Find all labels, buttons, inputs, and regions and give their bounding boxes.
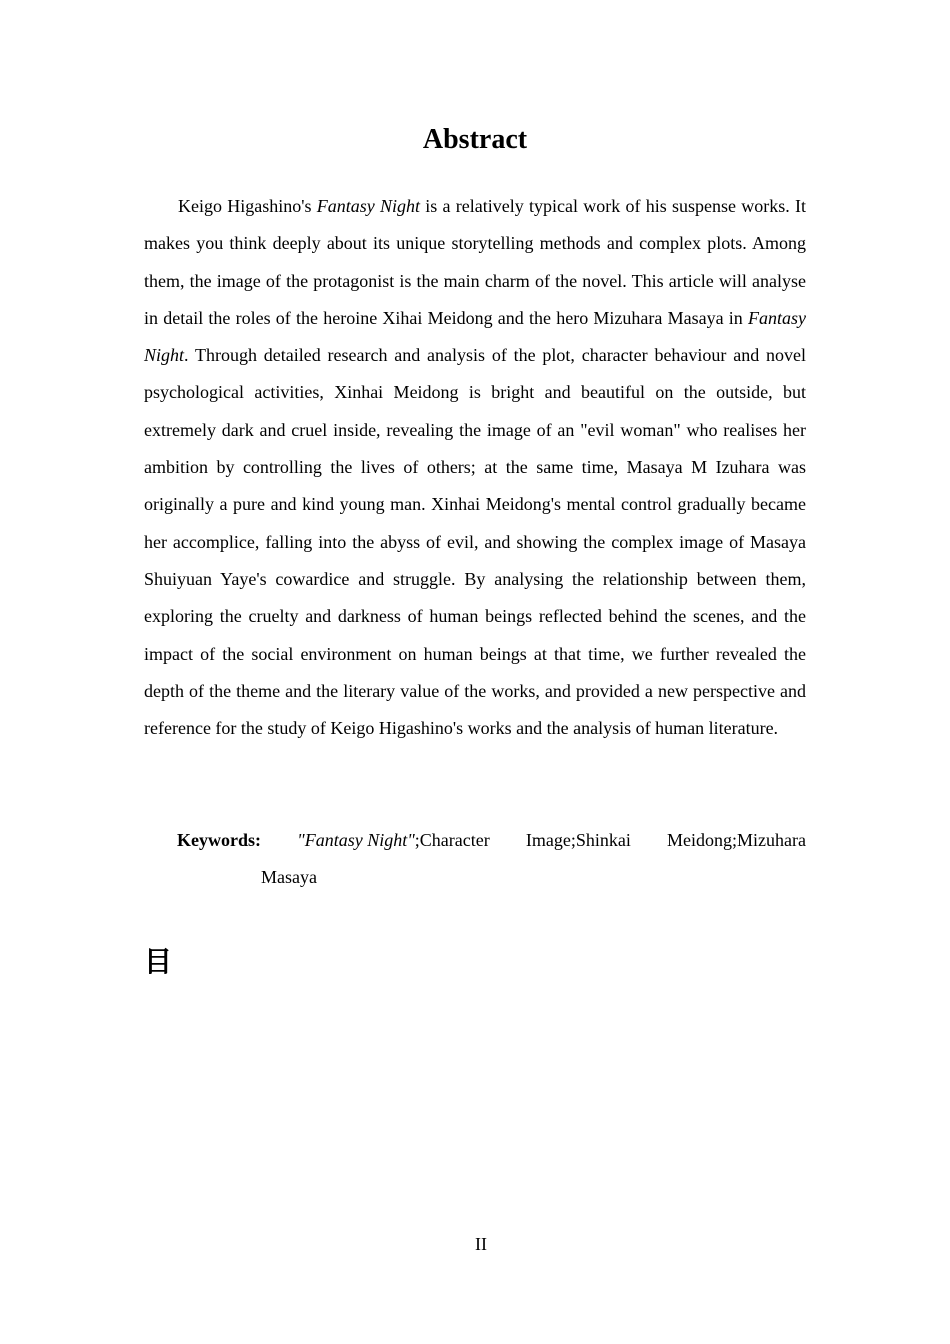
keyword-work-title: "Fantasy Night" [297,830,415,850]
keywords-line-1 [177,822,806,859]
abstract-paragraph [144,188,806,747]
abstract-title: Abstract [422,124,528,155]
abstract-text-part3: . Through detailed research and analysis of the plot, character behaviour and novel psychological activities, Xinhai Meidong is bright and beautiful on the outside, but extremely dark and cruel inside, revealing the image of an "evil woman" who realises her ambition by controlling the lives of others; at the same time, Masaya M Izuhara was originally a pure and kind young man. Xinhai Meidong's mental control gradually became her accomplice, falling into the abyss of evil, and showing the complex image of Masaya Shuiyuan Yaye's cowardice and struggle. By analysing the relationship between them, exploring the cruelty and darkness of human beings reflected behind the scenes, and the impact of the social environment on human beings at that time, we further revealed the depth of the theme and the literary value of the works, and provided a new perspective and reference for the study of Keigo Higashino's works and the analysis of human literature. [144,345,806,739]
keyword-item-1 [297,822,490,859]
keyword-item-4: Meidong;Mizuhara [667,830,806,850]
toc-heading: 目 [144,945,173,978]
keywords-label: Keywords: [177,830,261,850]
keywords-line-2: Masaya [261,867,317,888]
work-title-italic-1: Fantasy Night [316,196,421,216]
abstract-text-part1: Keigo Higashino's [178,196,317,216]
work-title-italic-2: Fantasy Night [144,307,806,366]
keyword-item-2: ;Character [414,830,490,850]
keywords-block [177,822,806,897]
page-number: II [475,1234,487,1254]
keyword-item-3: Image;Shinkai [525,830,631,850]
abstract-text-part2: is a relatively typical work of his suspense works. It makes you think deeply about its unique storytelling methods and complex plots. Among them, the image of the protagonist is the main charm of the novel. This article will analyse in detail the roles of the heroine Xihai Meidong and the hero Mizuhara Masaya in [144,196,807,328]
